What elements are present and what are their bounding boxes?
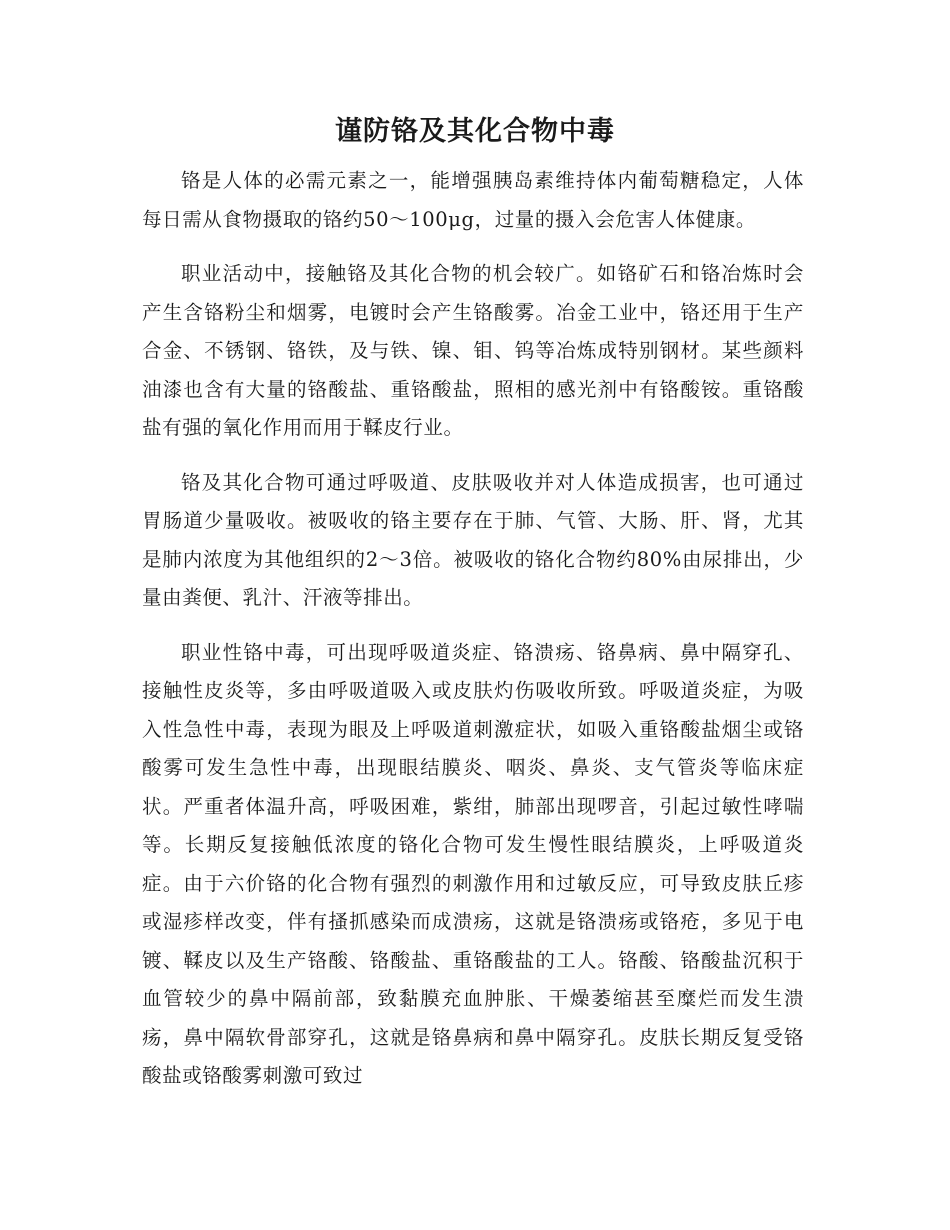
paragraph-absorption: 铬及其化合物可通过呼吸道、皮肤吸收并对人体造成损害，也可通过胃肠道少量吸收。被吸收的铬主要存在于肺、气管、大肠、肝、肾，尤其是肺内浓度为其他组织的2～3倍。被吸收的铬化合物约80%由尿排出，少量由粪便、乳汁、汗液等排出。 xyxy=(142,470,804,609)
document-title: 谨防铬及其化合物中毒 xyxy=(335,116,615,147)
paragraph-occupational-exposure: 职业活动中，接触铬及其化合物的机会较广。如铬矿石和铬冶炼时会产生含铬粉尘和烟雾，电镀时会产生铬酸雾。冶金工业中，铬还用于生产合金、不锈钢、铬铁，及与铁、镍、钼、钨等冶炼成特别钢材。某些颜料 油漆也含有大量的铬酸盐、重铬酸盐，照相的感光剂中有铬酸铵。重铬酸盐有强的氧化作用而用于鞣皮行业。 xyxy=(142,262,804,439)
paragraph-poisoning-symptoms: 职业性铬中毒，可出现呼吸道炎症、铬溃疡、铬鼻病、鼻中隔穿孔、接触性皮炎等，多由呼吸道吸入或皮肤灼伤吸收所致。呼吸道炎症，为吸入性急性中毒，表现为眼及上呼吸道刺激症状，如吸入重铬酸盐烟尘或铬酸雾可发生急性中毒，出现眼结膜炎、咽炎、鼻炎、支气管炎等临床症状。严重者体温升高，呼吸困难，紫绀，肺部出现啰音，引起过敏性哮喘等。长期反复接触低浓度的铬化合物可发生慢性眼结膜炎，上呼吸道炎症。由于六价铬的化合物有强烈的刺激作用和过敏反应，可导致皮肤丘疹或湿疹样改变，伴有搔抓感染而成溃疡，这就是铬溃疡或铬疮，多见于电镀、鞣皮以及生产铬酸、铬酸盐、重铬酸盐的工人。铬酸、铬酸盐沉积于血管较少的鼻中隔前部，致黏膜充血肿胀、干燥萎缩甚至糜烂而发生溃疡，鼻中隔软骨部穿孔，这就是铬鼻病和鼻中隔穿孔。皮肤长期反复受铬酸盐或铬酸雾刺激可致过 xyxy=(142,640,804,1087)
document-body xyxy=(142,162,804,1112)
paragraph-intro: 铬是人体的必需元素之一，能增强胰岛素维持体内葡萄糖稳定，人体每日需从食物摄取的铬约50～100μg，过量的摄入会危害人体健康。 xyxy=(142,169,804,231)
